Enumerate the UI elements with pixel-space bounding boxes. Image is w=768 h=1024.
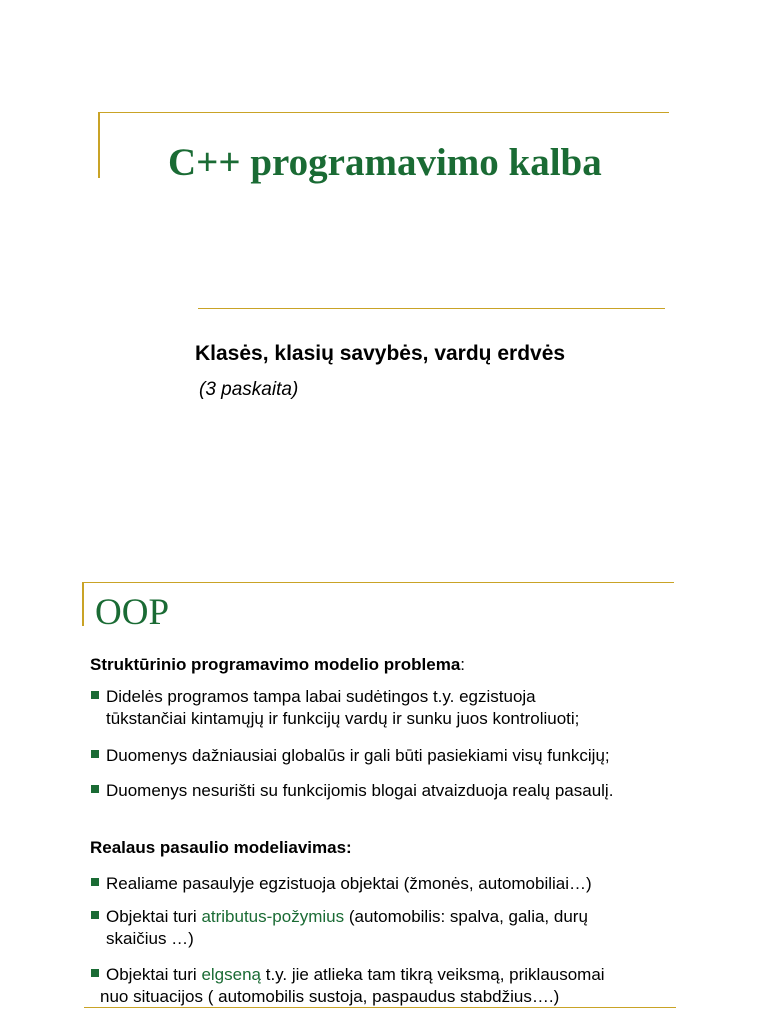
list-item: Realiame pasaulyje egzistuoja objektai (žmonės, automobiliai…) xyxy=(91,873,691,895)
bullet-square-icon xyxy=(91,878,99,886)
list-item: Didelės programos tampa labai sudėtingos t.y. egzistuoja tūkstančiai kintamųjų ir funkcijų vardų ir sunku juos kontroliuoti; xyxy=(91,686,691,730)
bullet-square-icon xyxy=(91,785,99,793)
list-item: Duomenys nesurišti su funkcijomis blogai atvaizduoja realų pasaulį. xyxy=(91,780,691,802)
slide1-lecture-note: (3 paskaita) xyxy=(199,379,299,400)
slide2-title: OOP xyxy=(95,592,170,633)
bullet-square-icon xyxy=(91,969,99,977)
bullet-square-icon xyxy=(91,750,99,758)
slide2-accent-vertical-line xyxy=(82,582,84,626)
slide2-accent-top-line xyxy=(82,582,674,583)
list-item: Objektai turi atributus-požymius (automobilis: spalva, galia, durų skaičius …) xyxy=(91,906,691,950)
slide1-subtitle: Klasės, klasių savybės, vardų erdvės xyxy=(195,342,566,365)
slide1-accent-top-line xyxy=(98,112,669,113)
slide1-title: C++ programavimo kalba xyxy=(168,141,602,184)
section2-heading: Realaus pasaulio modeliavimas: xyxy=(90,838,352,857)
slide1-accent-vertical-line xyxy=(98,112,100,178)
bullet-square-icon xyxy=(91,911,99,919)
list-item: Duomenys dažniausiai globalūs ir gali būti pasiekiami visų funkcijų; xyxy=(91,745,691,767)
section1-heading: Struktūrinio programavimo modelio problema: xyxy=(90,655,466,674)
highlighted-term: elgseną xyxy=(201,965,261,984)
bullet-square-icon xyxy=(91,691,99,699)
slide2-bottom-line xyxy=(84,1007,676,1008)
slide1-divider-line xyxy=(198,308,665,309)
list-item: Objektai turi elgseną t.y. jie atlieka tam tikrą veiksmą, priklausomai nuo situacijos ( automobilis sustoja, paspaudus stabdžius….) xyxy=(91,964,691,1008)
highlighted-term: atributus-požymius xyxy=(201,907,345,926)
